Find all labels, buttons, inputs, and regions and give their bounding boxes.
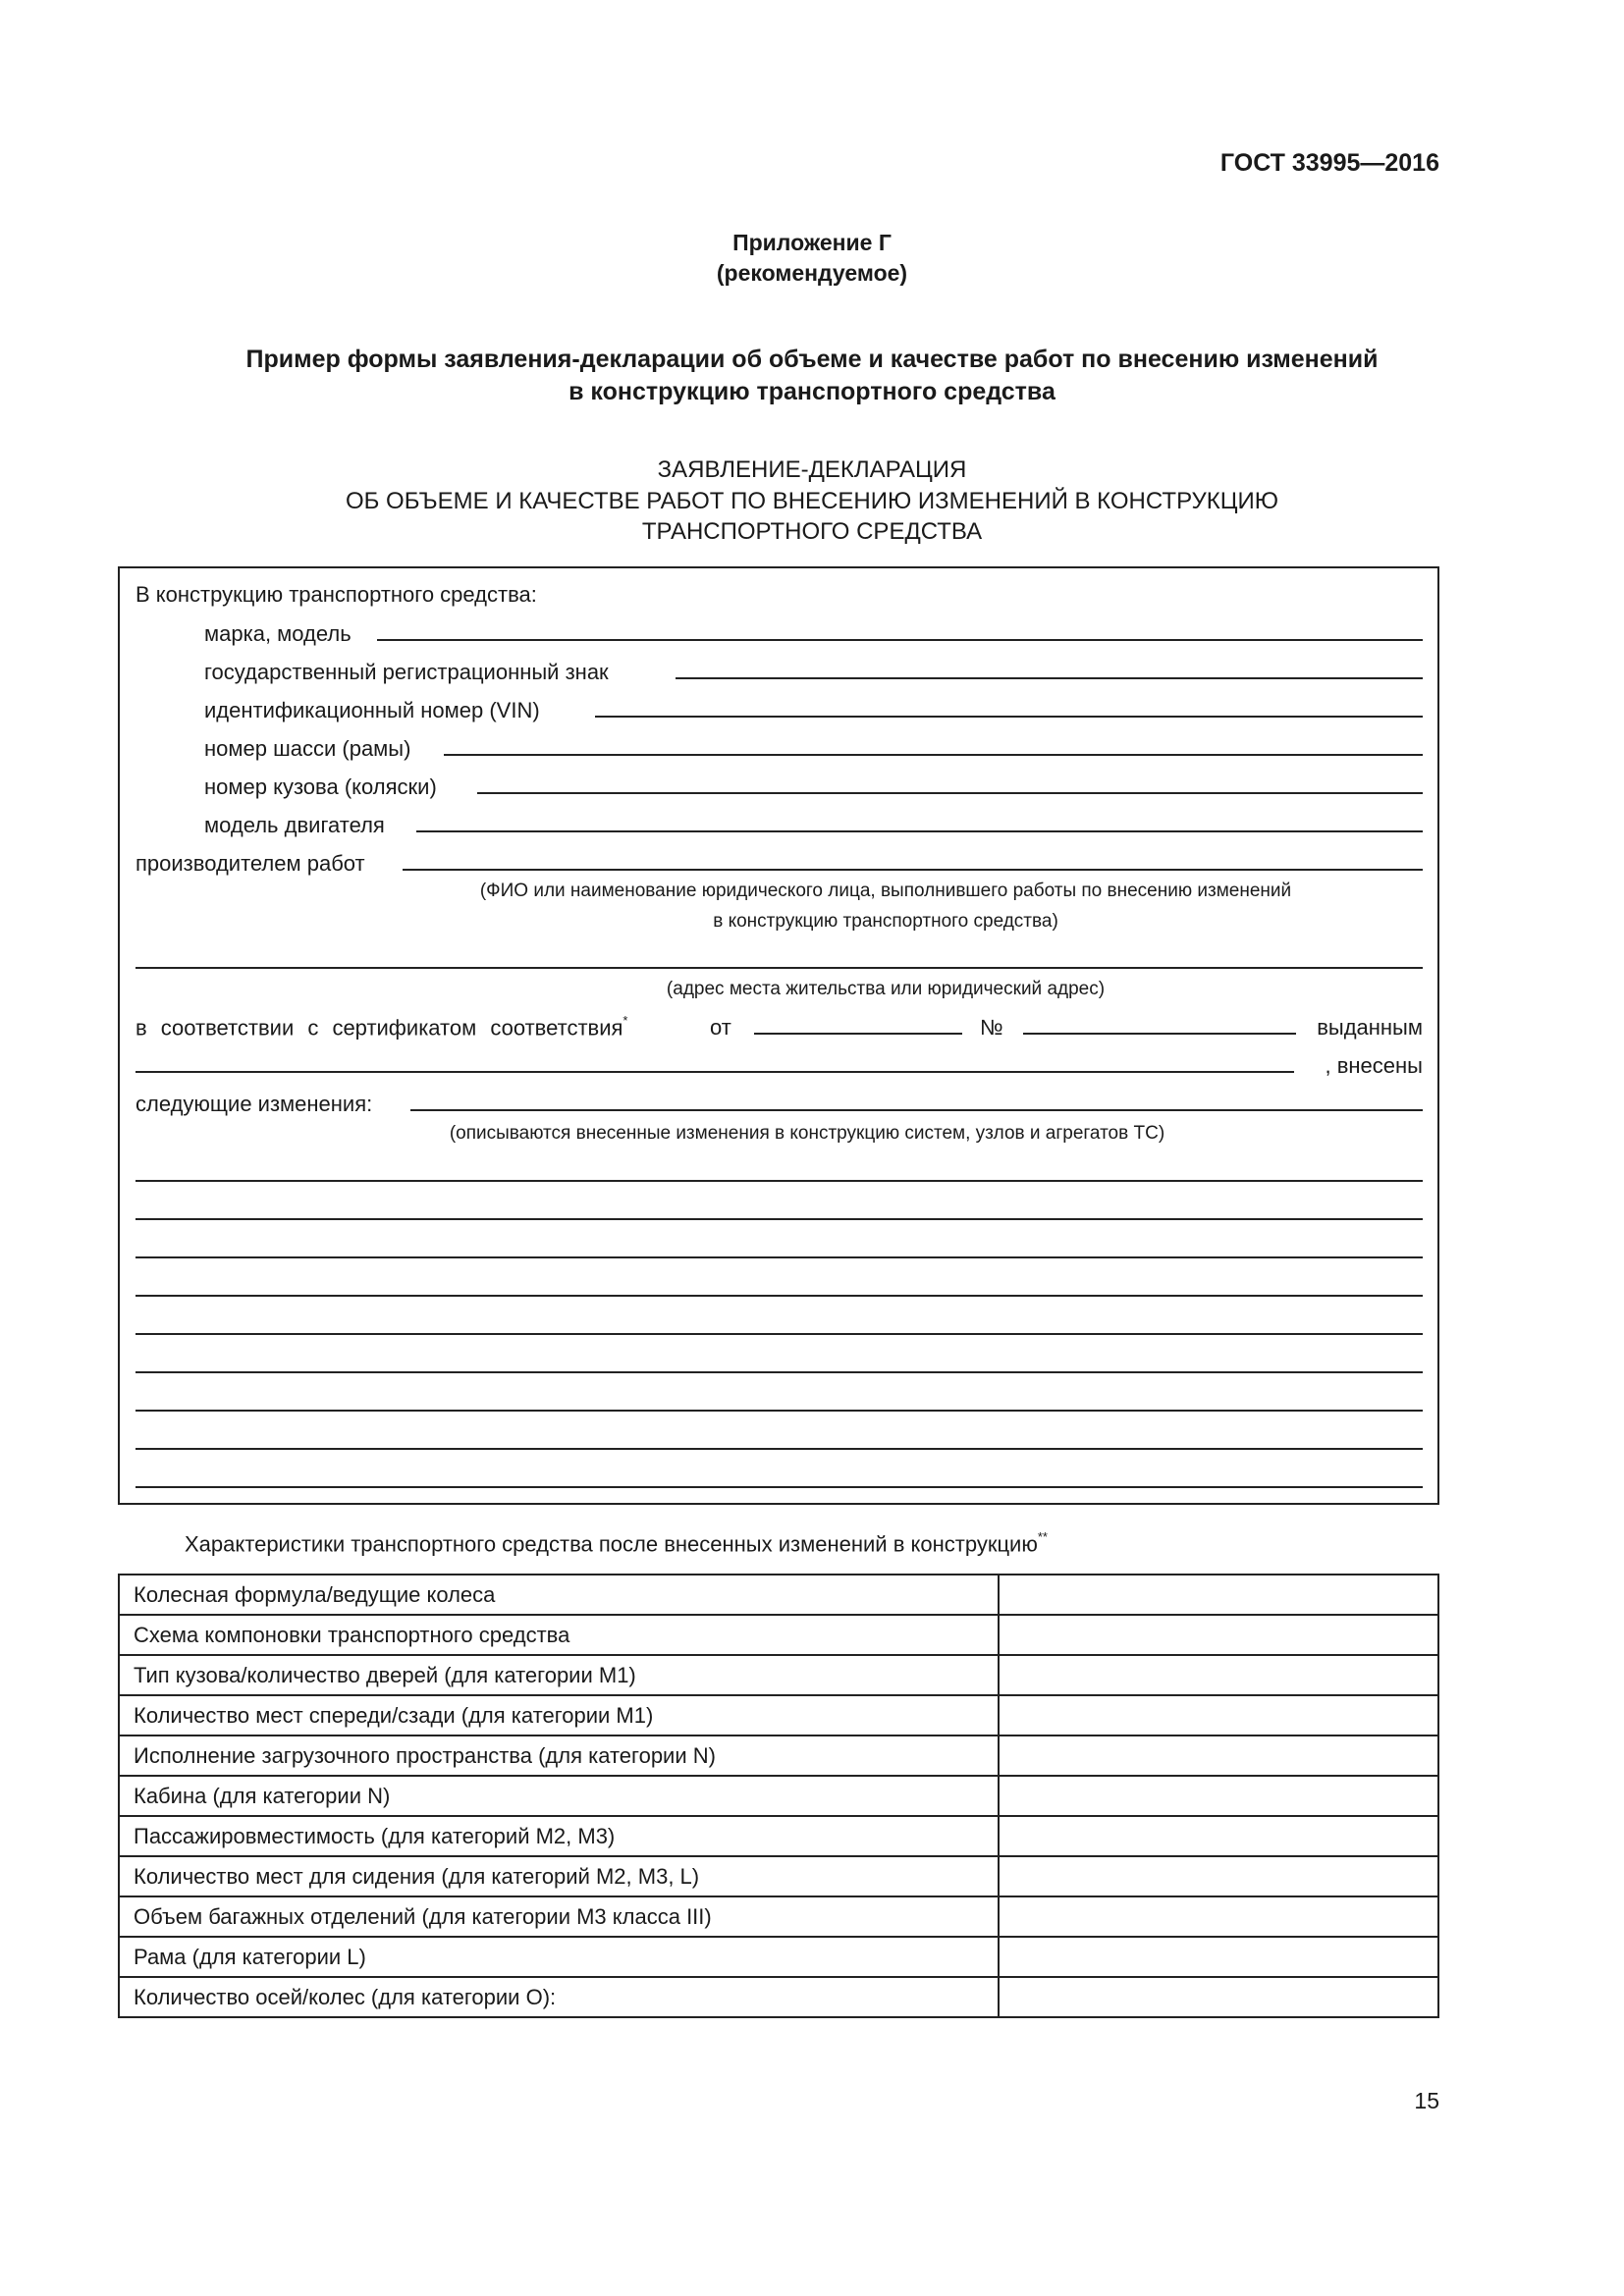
changes-line[interactable]	[135, 1333, 1423, 1335]
characteristics-table	[118, 1574, 1439, 2018]
characteristic-label: Количество осей/колес (для категории О):	[119, 1977, 999, 2017]
characteristic-value-cell[interactable]	[999, 1695, 1438, 1735]
characteristic-value-cell[interactable]	[999, 1856, 1438, 1896]
characteristic-value-cell[interactable]	[999, 1655, 1438, 1695]
characteristic-value-cell[interactable]	[999, 1575, 1438, 1615]
characteristic-label: Колесная формула/ведущие колеса	[119, 1575, 999, 1615]
table-row	[119, 1937, 1438, 1977]
characteristics-heading-text: Характеристики транспортного средства после внесенных изменений в конструкцию	[185, 1531, 1038, 1557]
appendix-title: Приложение Г	[732, 230, 892, 255]
certificate-number-line[interactable]	[1023, 1033, 1296, 1035]
producer-label: производителем работ	[135, 851, 365, 876]
characteristic-label: Количество мест спереди/сзади (для категории М1)	[119, 1695, 999, 1735]
changes-label: следующие изменения:	[135, 1092, 373, 1116]
field-label-body: номер кузова (коляски)	[204, 774, 437, 799]
certificate-footnote-mark: *	[623, 1013, 628, 1028]
address-note: (адрес места жительства или юридический адрес)	[666, 979, 1106, 999]
characteristic-label: Схема компоновки транспортного средства	[119, 1615, 999, 1655]
certificate-date-line[interactable]	[754, 1033, 962, 1035]
field-label-vin: идентификационный номер (VIN)	[204, 698, 540, 722]
characteristic-label: Рама (для категории L)	[119, 1937, 999, 1977]
characteristics-footnote-mark: **	[1037, 1529, 1048, 1544]
table-row	[119, 1615, 1438, 1655]
producer-line[interactable]	[403, 869, 1423, 871]
characteristic-value-cell[interactable]	[999, 1977, 1438, 2017]
changes-note: (описываются внесенные изменения в конструкцию систем, узлов и агрегатов ТС)	[449, 1123, 1165, 1144]
field-line-engine[interactable]	[416, 830, 1423, 832]
issuer-line[interactable]	[135, 1071, 1294, 1073]
characteristic-label: Исполнение загрузочного пространства (для категории N)	[119, 1735, 999, 1776]
characteristic-label: Объем багажных отделений (для категории М3 класса III)	[119, 1896, 999, 1937]
characteristic-label: Кабина (для категории N)	[119, 1776, 999, 1816]
producer-note-1: (ФИО или наименование юридического лица, выполнившего работы по внесению изменений	[479, 881, 1292, 901]
changes-line[interactable]	[135, 1410, 1423, 1412]
certificate-prefix: в соответствии с сертификатом соответствия	[135, 1015, 623, 1041]
changes-line[interactable]	[135, 1218, 1423, 1220]
field-label-engine: модель двигателя	[204, 813, 385, 837]
changes-line[interactable]	[135, 1486, 1423, 1488]
certificate-label	[135, 1015, 627, 1041]
appendix-status: (рекомендуемое)	[716, 260, 908, 286]
producer-note-2: в конструкцию транспортного средства)	[713, 911, 1058, 932]
form-subtitle-line-2: в конструкцию транспортного средства	[568, 378, 1056, 405]
changes-line[interactable]	[135, 1371, 1423, 1373]
changes-line[interactable]	[135, 1180, 1423, 1182]
page-number: 15	[1414, 2088, 1439, 2113]
form-subtitle-line-1: Пример формы заявления-декларации об объеме и качестве работ по внесению изменений	[245, 346, 1379, 373]
table-row	[119, 1575, 1438, 1615]
certificate-number-label: №	[980, 1015, 1003, 1040]
characteristic-value-cell[interactable]	[999, 1776, 1438, 1816]
table-row	[119, 1776, 1438, 1816]
declaration-title-line-2: ОБ ОБЪЕМЕ И КАЧЕСТВЕ РАБОТ ПО ВНЕСЕНИЮ ИЗМЕНЕНИЙ В КОНСТРУКЦИЮ	[345, 488, 1279, 514]
changes-line[interactable]	[135, 1295, 1423, 1297]
declaration-form-box	[118, 566, 1439, 1505]
field-line-chassis[interactable]	[444, 754, 1423, 756]
field-line-vin[interactable]	[595, 716, 1423, 718]
characteristic-label: Тип кузова/количество дверей (для категории М1)	[119, 1655, 999, 1695]
field-line-body[interactable]	[477, 792, 1423, 794]
certificate-from-label: от	[710, 1015, 731, 1040]
document-code: ГОСТ 33995—2016	[1219, 149, 1439, 177]
address-line[interactable]	[135, 967, 1423, 969]
declaration-title-line-3: ТРАНСПОРТНОГО СРЕДСТВА	[641, 518, 983, 545]
changes-first-line[interactable]	[410, 1109, 1423, 1111]
declaration-title-line-1: ЗАЯВЛЕНИЕ-ДЕКЛАРАЦИЯ	[657, 456, 967, 483]
table-row	[119, 1695, 1438, 1735]
table-row	[119, 1735, 1438, 1776]
field-line-reg-plate[interactable]	[676, 677, 1423, 679]
characteristic-value-cell[interactable]	[999, 1896, 1438, 1937]
characteristics-heading	[185, 1531, 1048, 1557]
form-intro: В конструкцию транспортного средства:	[135, 582, 537, 607]
characteristic-value-cell[interactable]	[999, 1735, 1438, 1776]
field-label-make-model: марка, модель	[204, 621, 352, 646]
changes-line[interactable]	[135, 1256, 1423, 1258]
made-label: , внесены	[1325, 1053, 1423, 1078]
characteristic-label: Пассажировместимость (для категорий М2, М3)	[119, 1816, 999, 1856]
field-line-make-model[interactable]	[377, 639, 1423, 641]
certificate-issued-label: выданным	[1317, 1015, 1423, 1040]
characteristic-value-cell[interactable]	[999, 1937, 1438, 1977]
characteristic-value-cell[interactable]	[999, 1615, 1438, 1655]
table-row	[119, 1977, 1438, 2017]
field-label-chassis: номер шасси (рамы)	[204, 736, 411, 761]
table-row	[119, 1655, 1438, 1695]
field-label-reg-plate: государственный регистрационный знак	[204, 660, 609, 684]
changes-line[interactable]	[135, 1448, 1423, 1450]
table-row	[119, 1856, 1438, 1896]
table-row	[119, 1896, 1438, 1937]
characteristic-label: Количество мест для сидения (для категорий М2, М3, L)	[119, 1856, 999, 1896]
characteristic-value-cell[interactable]	[999, 1816, 1438, 1856]
table-row	[119, 1816, 1438, 1856]
